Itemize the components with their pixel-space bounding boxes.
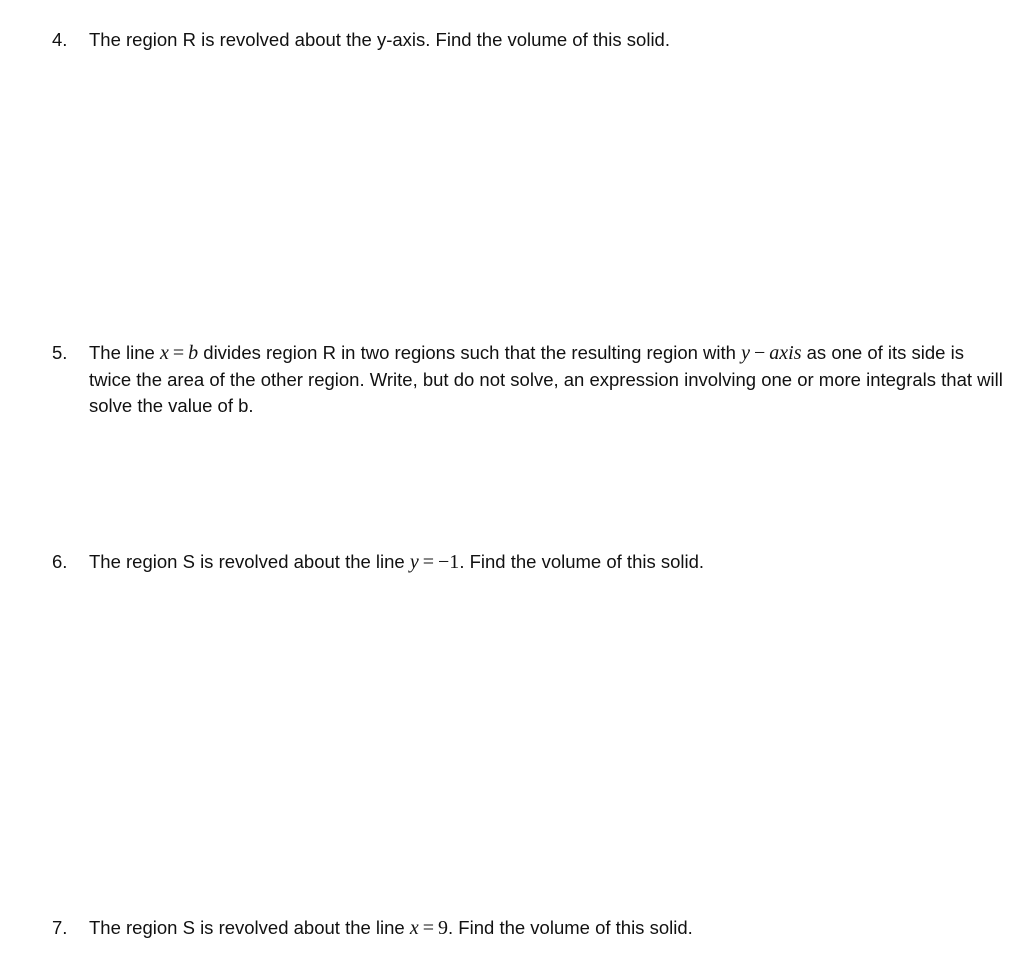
question-text-part: The region S is revolved about the line	[89, 551, 410, 572]
question-text-part: . Find the volume of this solid.	[448, 917, 693, 938]
question-text	[89, 27, 1009, 54]
question-number: 4.	[52, 29, 68, 50]
math-variable: x	[159, 342, 169, 364]
question-text-part: The region S is revolved about the line	[89, 917, 410, 938]
math-value: −1	[438, 551, 460, 573]
question-5	[0, 340, 1024, 420]
question-row	[0, 549, 1024, 576]
question-row	[0, 27, 1024, 54]
math-variable: x	[409, 917, 419, 939]
question-6	[0, 549, 1024, 576]
math-value: 9	[438, 917, 449, 939]
math-expression	[410, 551, 459, 573]
math-operator: −	[754, 342, 766, 364]
question-text-part: as one of its side is twice the area of the other region. Write, but do not solve, an expression involving one or more integrals that will solve the value of b.	[89, 342, 1003, 416]
math-operator: =	[422, 551, 435, 573]
question-text	[89, 340, 1009, 420]
math-variable: y	[741, 342, 750, 364]
question-text-part: The region R is revolved about the y-axis. Find the volume of this solid.	[89, 29, 670, 50]
math-value: b	[188, 342, 199, 364]
math-operator: =	[172, 342, 185, 364]
math-expression	[410, 917, 448, 939]
math-word: axis	[769, 342, 802, 364]
question-text-part: . Find the volume of this solid.	[459, 551, 705, 572]
question-number: 5.	[52, 342, 68, 363]
math-variable: y	[409, 551, 419, 573]
question-number: 6.	[52, 551, 68, 572]
math-operator: =	[422, 917, 435, 939]
question-row	[0, 915, 1024, 942]
math-expression	[741, 342, 801, 364]
math-expression	[160, 342, 198, 364]
question-text	[89, 915, 1009, 942]
question-text-part: divides region R in two regions such that the resulting region with	[198, 342, 742, 363]
question-4	[0, 27, 1024, 54]
question-text	[89, 549, 1009, 576]
question-number: 7.	[52, 917, 68, 938]
question-row	[0, 340, 1024, 420]
question-text-part: The line	[89, 342, 160, 363]
question-7	[0, 915, 1024, 942]
